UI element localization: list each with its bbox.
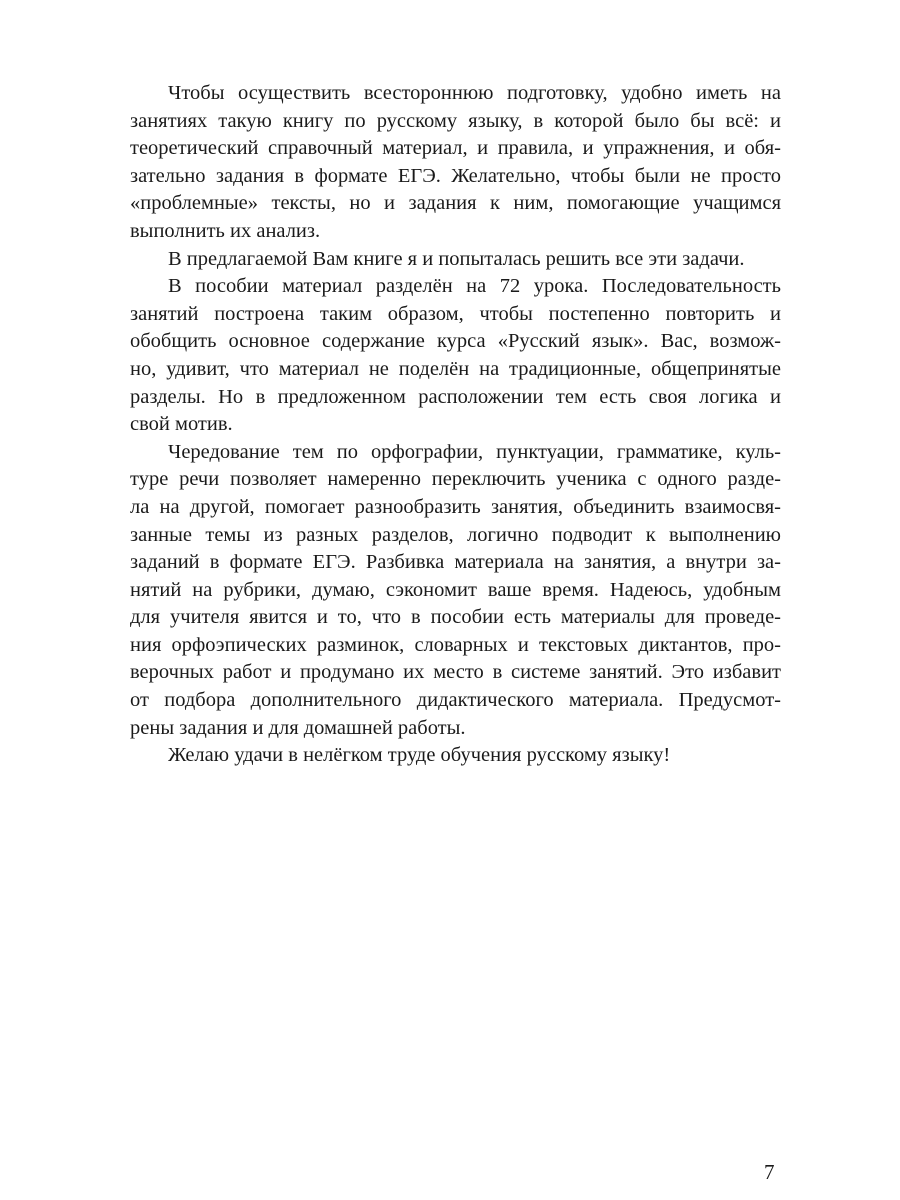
text-line: верочных работ и продумано их место в системе занятий. Это избавит <box>130 661 781 684</box>
text-line: Чтобы осуществить всестороннюю подготовку, удобно иметь на <box>168 82 781 104</box>
text-line: свой мотив. <box>130 413 233 436</box>
paragraph-4 <box>130 439 781 743</box>
paragraph-2 <box>130 246 781 274</box>
text-line: Чередование тем по орфографии, пунктуации, грамматике, куль- <box>168 440 781 463</box>
text-line: зательно задания в формате ЕГЭ. Желательно, чтобы были не просто <box>130 164 781 187</box>
text-line: В предлагаемой Вам книге я и попыталась решить все эти задачи. <box>168 247 745 270</box>
text-line: туре речи позволяет намеренно переключить ученика с одного разде- <box>130 468 781 491</box>
text-line: В пособии материал разделён на 72 урока. Последовательность <box>168 275 781 298</box>
text-line: от подбора дополнительного дидактического материала. Предусмот- <box>130 689 781 712</box>
text-line: разделы. Но в предложенном расположении тем есть своя логика и <box>130 385 781 408</box>
text-line: занятий построена таким образом, чтобы постепенно повторить и <box>130 302 781 325</box>
text-line: ла на другой, помогает разнообразить занятия, объединить взаимосвя- <box>130 495 781 518</box>
text-line: занятиях такую книгу по русскому языку, в которой было бы всё: и <box>130 109 781 132</box>
page-number: 7 <box>764 1160 775 1184</box>
text-line: выполнить их анализ. <box>130 219 321 242</box>
text-line: нятий на рубрики, думаю, сэкономит ваше время. Надеюсь, удобным <box>130 578 781 601</box>
text-line: заданий в формате ЕГЭ. Разбивка материала на занятия, а внутри за- <box>130 551 781 574</box>
text-line: «проблемные» тексты, но и задания к ним, помогающие учащимся <box>130 192 781 215</box>
text-line: Желаю удачи в нелёгком труде обучения русскому языку! <box>168 744 671 767</box>
paragraph-5 <box>130 742 781 770</box>
paragraph-1 <box>130 80 781 246</box>
text-line: обобщить основное содержание курса «Русский язык». Вас, возмож- <box>130 330 781 353</box>
text-line: рены задания и для домашней работы. <box>130 716 466 739</box>
text-line: для учителя явится и то, что в пособии есть материалы для проведе- <box>130 606 781 629</box>
text-line: ния орфоэпических разминок, словарных и текстовых диктантов, про- <box>130 633 781 656</box>
paragraph-3 <box>130 273 781 439</box>
text-line: занные темы из разных разделов, логично подводит к выполнению <box>130 523 781 546</box>
text-line: но, удивит, что материал не поделён на традиционные, общепринятые <box>130 357 781 380</box>
text-line: теоретический справочный материал, и правила, и упражнения, и обя- <box>130 137 781 160</box>
preface-text <box>130 80 781 770</box>
